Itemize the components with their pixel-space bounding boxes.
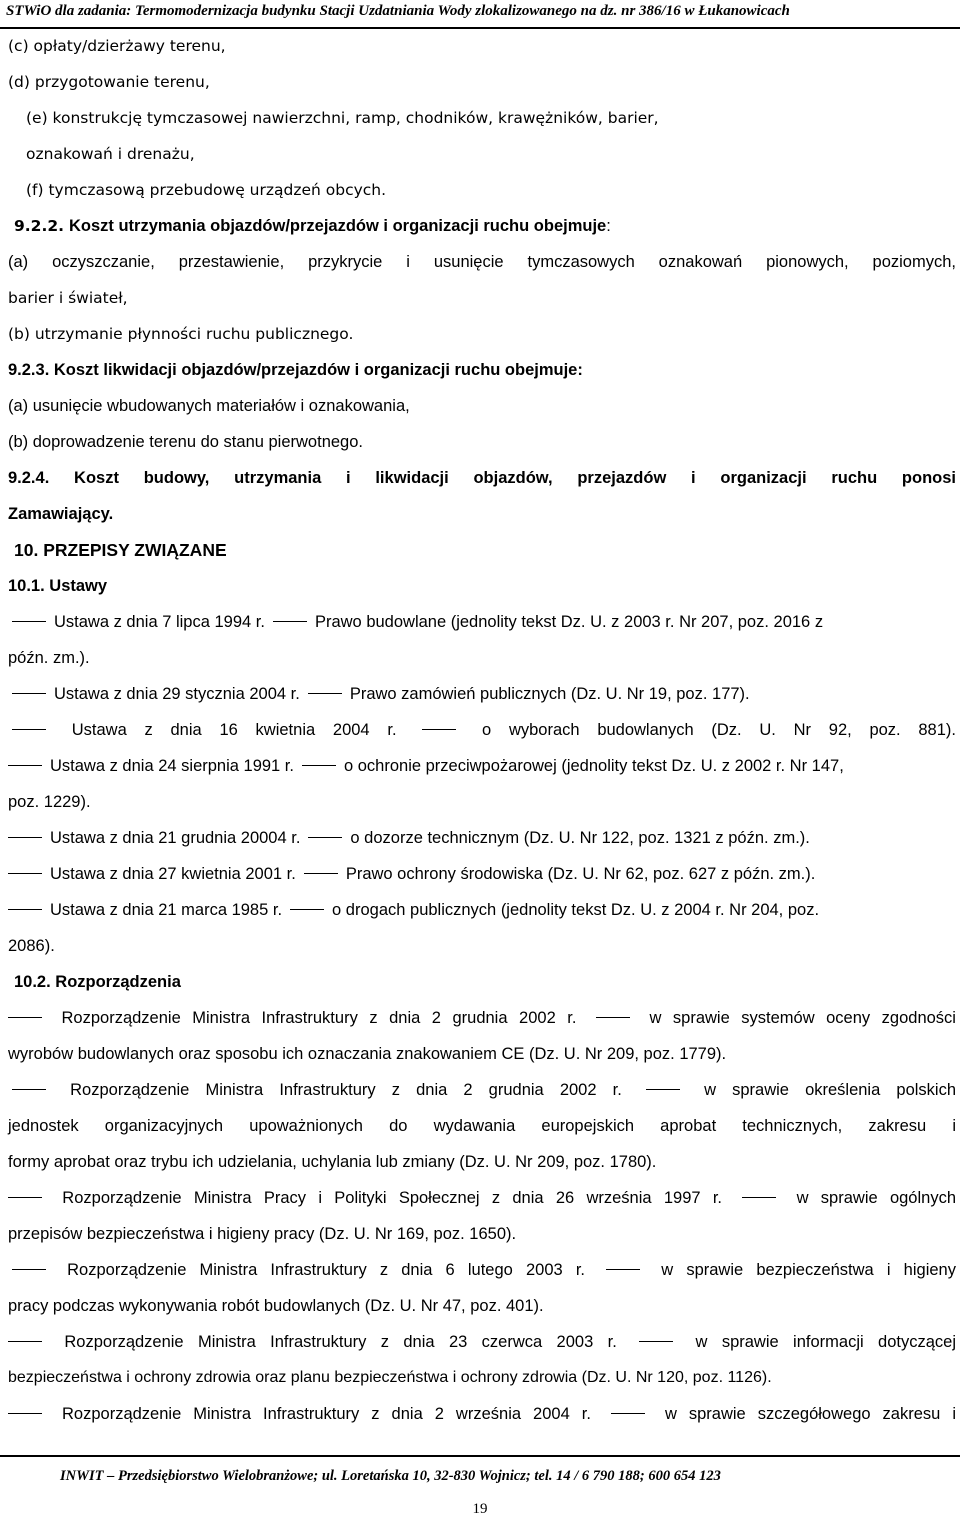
- dash-bullet: [8, 1017, 42, 1018]
- law-title: Ustawa z dnia 27 kwietnia 2001 r.: [50, 865, 296, 883]
- dash-bullet: [8, 909, 42, 910]
- regulation-title: Rozporządzenie Ministra Infrastruktury z dnia 2 grudnia 2002 r.: [61, 1009, 577, 1027]
- paragraph-line: formy aprobat oraz trybu ich udzielania, uchylania lub zmiany (Dz. U. Nr 209, poz. 1780).: [8, 1153, 657, 1171]
- paragraph-line: wyrobów budowlanych oraz sposobu ich oznaczania znakowaniem CE (Dz. U. Nr 209, poz. 1779).: [8, 1045, 727, 1063]
- dash-bullet: [639, 1341, 673, 1342]
- regulation-title: Rozporządzenie Ministra Pracy i Polityki Społecznej z dnia 26 września 1997 r.: [62, 1189, 723, 1207]
- dash-bullet: [8, 1197, 42, 1198]
- dash-bullet: [12, 1089, 46, 1090]
- section-heading-10: 10. PRZEPISY ZWIĄZANE: [14, 540, 227, 560]
- page-number: 19: [472, 1501, 488, 1517]
- section-heading-9-2-4: 9.2.4. Koszt budowy, utrzymania i likwidacji objazdów, przejazdów i organizacji ruchu ponosi: [8, 469, 956, 487]
- dash-bullet: [742, 1197, 776, 1198]
- law-item: [12, 718, 956, 742]
- law-item: [8, 754, 956, 778]
- list-item: (a) oczyszczanie, przestawienie, przykrycie i usunięcie tymczasowych oznakowań pionowych, poziomych,: [8, 253, 956, 271]
- dash-bullet: [646, 1089, 680, 1090]
- law-title: Ustawa z dnia 16 kwietnia 2004 r.: [71, 721, 397, 739]
- list-item: (d) przygotowanie terenu,: [8, 73, 210, 91]
- paragraph-line: przepisów bezpieczeństwa i higieny pracy (Dz. U. Nr 169, poz. 1650).: [8, 1225, 517, 1243]
- regulation-item: [12, 1258, 956, 1282]
- regulation-item: [8, 1186, 956, 1210]
- list-item: barier i świateł,: [8, 289, 128, 307]
- law-item: [12, 610, 956, 634]
- list-item: (f) tymczasową przebudowę urządzeń obcych.: [26, 181, 387, 199]
- dash-bullet: [308, 837, 342, 838]
- law-item: [12, 682, 960, 706]
- paragraph-line: 2086).: [8, 937, 55, 955]
- paragraph-line: Zamawiający.: [8, 505, 114, 523]
- section-heading-10-1: 10.1. Ustawy: [8, 577, 108, 595]
- section-number: 9.2.2.: [14, 217, 65, 235]
- dash-bullet: [12, 621, 46, 622]
- law-title: Ustawa z dnia 29 stycznia 2004 r.: [54, 685, 300, 703]
- section-title: Koszt utrzymania objazdów/przejazdów i organizacji ruchu obejmuje: [68, 217, 607, 235]
- regulation-description: w sprawie informacji dotyczącej: [695, 1333, 956, 1351]
- section-heading-10-2: 10.2. Rozporządzenia: [14, 973, 181, 991]
- regulation-description: w sprawie określenia polskich: [704, 1081, 956, 1099]
- regulation-item: [8, 1006, 956, 1030]
- list-item: (e) konstrukcję tymczasowej nawierzchni, ramp, chodników, krawężników, barier,: [26, 109, 659, 127]
- dash-bullet: [12, 693, 46, 694]
- dash-bullet: [8, 1341, 42, 1342]
- law-title: Ustawa z dnia 21 grudnia 20004 r.: [50, 829, 301, 847]
- regulation-title: Rozporządzenie Ministra Infrastruktury z dnia 2 grudnia 2002 r.: [70, 1081, 622, 1099]
- list-item: (b) doprowadzenie terenu do stanu pierwotnego.: [8, 433, 363, 451]
- dash-bullet: [12, 1269, 46, 1270]
- law-title: Ustawa z dnia 24 sierpnia 1991 r.: [50, 757, 294, 775]
- list-item: (b) utrzymanie płynności ruchu publicznego.: [8, 325, 354, 343]
- regulation-title: Rozporządzenie Ministra Infrastruktury z dnia 23 czerwca 2003 r.: [64, 1333, 617, 1351]
- law-description: o ochronie przeciwpożarowej (jednolity tekst Dz. U. z 2002 r. Nr 147,: [343, 757, 844, 775]
- section-heading-9-2-2: [14, 214, 960, 238]
- dash-bullet: [8, 837, 42, 838]
- regulation-item: [8, 1402, 956, 1426]
- list-item: (c) opłaty/dzierżawy terenu,: [8, 37, 226, 55]
- paragraph-line: późn. zm.).: [8, 649, 90, 667]
- section-heading-9-2-3: 9.2.3. Koszt likwidacji objazdów/przejazdów i organizacji ruchu obejmuje:: [8, 361, 583, 379]
- page-footer: INWIT – Przedsiębiorstwo Wielobranżowe; ul. Loretańska 10, 32-830 Wojnicz; tel. 14 / 6 790 188; 600 654 123: [60, 1468, 721, 1484]
- page-header: STWiO dla zadania: Termomodernizacja budynku Stacji Uzdatniania Wody zlokalizowanego na dz. nr 386/16 w Łukanowicach: [6, 3, 790, 19]
- law-title: Ustawa z dnia 7 lipca 1994 r.: [54, 613, 265, 631]
- paragraph-line: pracy podczas wykonywania robót budowlanych (Dz. U. Nr 47, poz. 401).: [8, 1297, 544, 1315]
- regulation-description: w sprawie szczegółowego zakresu i: [664, 1405, 956, 1423]
- paragraph-line: jednostek organizacyjnych upoważnionych do wydawania europejskich aprobat technicznych, zakresu i: [8, 1117, 956, 1135]
- list-item: (a) usunięcie wbudowanych materiałów i oznakowania,: [8, 397, 410, 415]
- list-item: oznakowań i drenażu,: [26, 145, 195, 163]
- regulation-title: Rozporządzenie Ministra Infrastruktury z dnia 2 września 2004 r.: [62, 1405, 591, 1423]
- dash-bullet: [302, 765, 336, 766]
- regulation-description: w sprawie systemów oceny zgodności: [649, 1009, 956, 1027]
- dash-bullet: [8, 765, 42, 766]
- law-title: Ustawa z dnia 21 marca 1985 r.: [50, 901, 283, 919]
- dash-bullet: [596, 1017, 630, 1018]
- law-description: Prawo budowlane (jednolity tekst Dz. U. z 2003 r. Nr 207, poz. 2016 z: [314, 613, 824, 631]
- law-description: o wyborach budowlanych (Dz. U. Nr 92, poz. 881).: [482, 721, 956, 739]
- regulation-description: w sprawie bezpieczeństwa i higieny: [661, 1261, 956, 1279]
- law-item: [8, 898, 956, 922]
- regulation-description: w sprawie ogólnych: [796, 1189, 956, 1207]
- law-description: Prawo ochrony środowiska (Dz. U. Nr 62, poz. 627 z późn. zm.).: [345, 865, 816, 883]
- law-description: o drogach publicznych (jednolity tekst Dz. U. z 2004 r. Nr 204, poz.: [332, 901, 820, 919]
- dash-bullet: [273, 621, 307, 622]
- dash-bullet: [8, 1413, 42, 1414]
- law-description: Prawo zamówień publicznych (Dz. U. Nr 19, poz. 177).: [349, 685, 750, 703]
- dash-bullet: [606, 1269, 640, 1270]
- section-colon: :: [606, 217, 611, 235]
- dash-bullet: [422, 729, 456, 730]
- dash-bullet: [8, 873, 42, 874]
- law-description: o dozorze technicznym (Dz. U. Nr 122, poz. 1321 z późn. zm.).: [350, 829, 810, 847]
- footer-rule: [0, 1455, 960, 1457]
- law-item: [8, 862, 956, 886]
- regulation-title: Rozporządzenie Ministra Infrastruktury z dnia 6 lutego 2003 r.: [67, 1261, 585, 1279]
- dash-bullet: [290, 909, 324, 910]
- dash-bullet: [12, 729, 46, 730]
- dash-bullet: [308, 693, 342, 694]
- header-rule: [0, 27, 960, 29]
- paragraph-line: bezpieczeństwa i ochrony zdrowia oraz planu bezpieczeństwa i ochrony zdrowia (Dz. U. Nr 120, poz. 1126).: [8, 1369, 772, 1386]
- regulation-item: [8, 1330, 956, 1354]
- paragraph-line: poz. 1229).: [8, 793, 91, 811]
- dash-bullet: [304, 873, 338, 874]
- dash-bullet: [611, 1413, 645, 1414]
- regulation-item: [12, 1078, 956, 1102]
- law-item: [8, 826, 956, 850]
